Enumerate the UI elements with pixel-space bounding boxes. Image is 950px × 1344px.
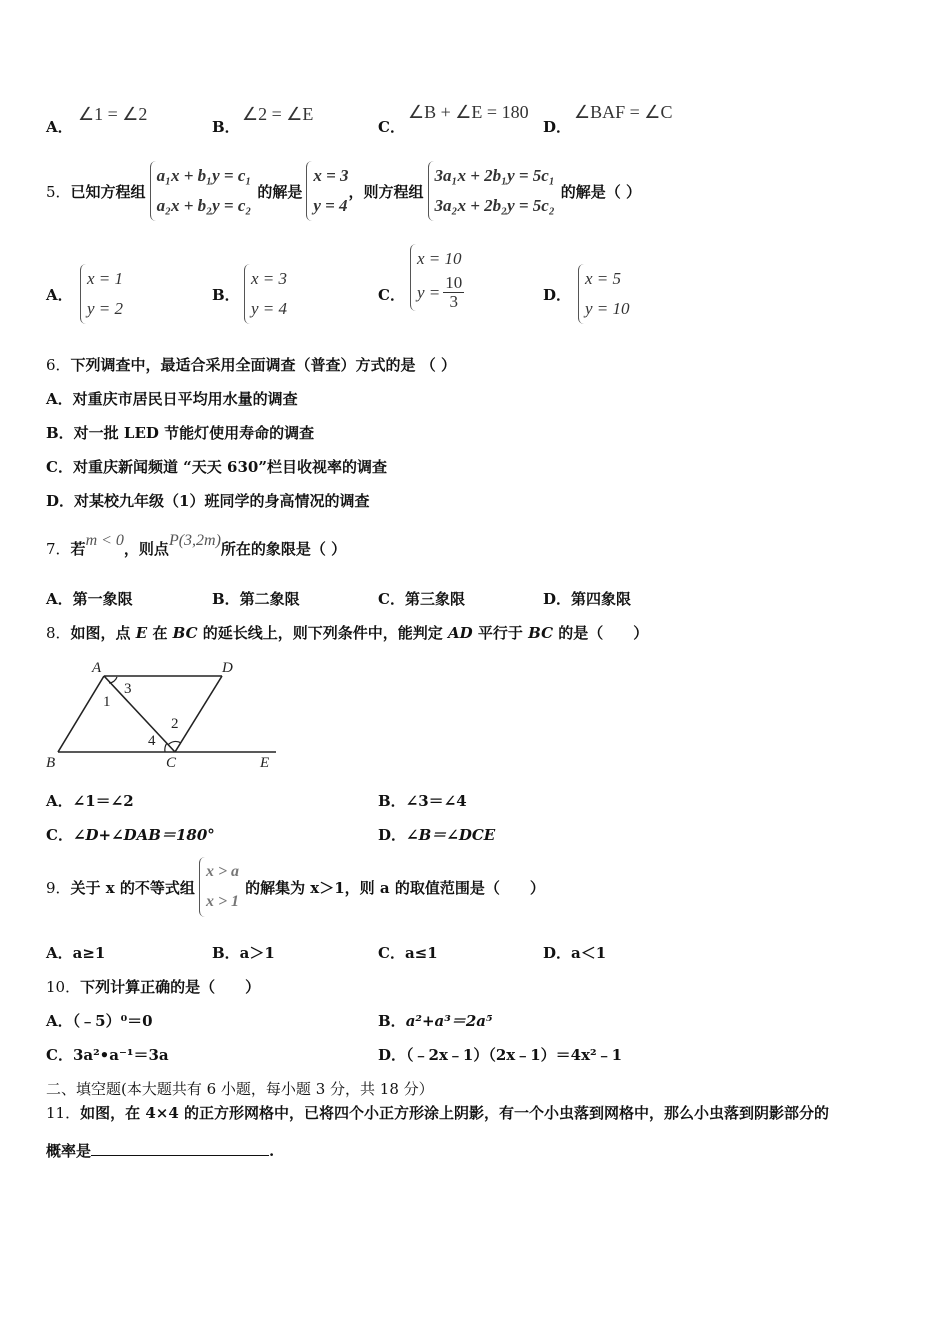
q9-option-c: C．a≤1: [378, 944, 438, 962]
q5-option-b-label: B．: [212, 286, 240, 304]
q8-angle-4: 4: [148, 733, 156, 749]
q4-option-c-text: ∠B + ∠E = 180: [408, 102, 529, 122]
q6-number: 6．: [46, 356, 71, 374]
q5-text-1: 已知方程组: [70, 182, 146, 201]
q5-option-c-fraction: [443, 274, 464, 311]
q8-figure: [40, 656, 285, 774]
q5-sys2-eq1: 3a₁x + 2b₁y = 5c₁: [434, 166, 555, 185]
q8-segment-bc: BC: [172, 624, 198, 642]
q8-option-c: [46, 824, 215, 845]
q11-line-1: [46, 1102, 829, 1123]
q11-line-2: [46, 1140, 274, 1161]
q9-sys-eq1: x > a: [205, 863, 240, 880]
q8-option-d-text: ∠B＝∠DCE: [406, 826, 496, 844]
q5-system-1: [150, 161, 252, 221]
q6-stem: [46, 354, 456, 375]
q7-number: 7．: [46, 540, 71, 558]
q6-option-d: D．对某校九年级（1）班同学的身高情况的调查: [46, 492, 370, 510]
q7-option-b: B．第二象限: [212, 590, 300, 608]
q8-option-c-label: C．: [46, 826, 73, 844]
q8-segment-ad: AD: [448, 624, 473, 642]
q11-number: 11．: [46, 1104, 81, 1122]
q10-option-c-label: C．: [46, 1046, 73, 1064]
q9-option-b: B．a＞1: [212, 944, 275, 962]
q9-option-d: D．a＜1: [543, 944, 607, 962]
q5-option-a-system: [80, 264, 123, 324]
q7-text-1: 若: [70, 540, 86, 558]
q9-sys-eq2: x > 1: [205, 893, 240, 910]
q6-option-a: A．对重庆市居民日平均用水量的调查: [46, 390, 298, 408]
q5-number: 5．: [46, 182, 71, 201]
q8-label-d: D: [222, 660, 233, 676]
q8-label-b: B: [46, 755, 56, 771]
q8-option-d: [378, 824, 495, 845]
q11-text-2: 概率是: [46, 1142, 92, 1160]
q9-text-1: 关于 x 的不等式组: [70, 878, 195, 897]
q5-text-3: ，则方程组: [348, 182, 424, 201]
q5-solution: [306, 161, 348, 221]
q11-end: .: [269, 1142, 275, 1160]
q5-option-c-x: x = 10: [417, 249, 462, 268]
q4-option-b-label: B．: [212, 118, 240, 136]
q5-option-b-y: y = 4: [251, 299, 288, 318]
q8-text-c: 的延长线上，则下列条件中，能判定: [197, 624, 449, 642]
q8-line-dc: [175, 676, 222, 752]
q10-stem: [46, 976, 260, 997]
q8-option-c-text: ∠D+∠DAB＝180°: [72, 826, 215, 844]
q4-option-d-label: D．: [543, 118, 572, 136]
q8-line-ac: [104, 676, 175, 752]
q5-option-c-denominator: 3: [449, 292, 459, 311]
q5-option-c-y-lhs: y =: [417, 282, 441, 302]
q8-option-d-label: D．: [378, 826, 407, 844]
q5-option-c-label: C．: [378, 286, 405, 304]
q8-label-c: C: [166, 755, 177, 771]
q6-option-c: C．对重庆新闻频道 “天天 630”栏目收视率的调查: [46, 458, 387, 476]
q8-line-ab: [58, 676, 104, 752]
q5-option-d-y: y = 10: [585, 299, 630, 318]
q5-option-a-label: A．: [46, 286, 73, 304]
q5-sol-x: x = 3: [313, 166, 349, 185]
q8-option-a: A．∠1＝∠2: [46, 792, 134, 810]
q7-condition: m < 0: [85, 532, 124, 549]
q7-option-d: D．第四象限: [543, 590, 632, 608]
q5-option-c-system: [410, 244, 464, 311]
q8-point-e: E: [135, 624, 148, 642]
q5-option-d-x: x = 5: [585, 269, 622, 288]
q5-option-d-system: [578, 264, 630, 324]
q8-text-b: 在: [147, 624, 173, 642]
q8-segment-bc-2: BC: [528, 624, 554, 642]
q10-option-d-label: D．: [378, 1046, 407, 1064]
q4-option-a-label: A．: [46, 118, 73, 136]
q8-text-e: 的是（ ）: [553, 624, 649, 642]
q10-option-a: A．（﹣5）⁰＝0: [46, 1012, 153, 1030]
q5-sys1-eq1: a₁x + b₁y = c₁: [156, 166, 252, 185]
q9-system: [199, 857, 239, 917]
q8-angle-1: 1: [103, 694, 111, 710]
q10-option-c: [46, 1044, 169, 1065]
q7-stem: [46, 532, 346, 559]
q5-text-2: 的解是: [257, 182, 303, 201]
q5-sys2-eq2: 3a₂x + 2b₂y = 5c₂: [434, 196, 555, 215]
q9-stem: [46, 856, 545, 918]
q10-option-d-text: （﹣2x﹣1）（2x﹣1）＝4x²﹣1: [406, 1046, 623, 1064]
q7-option-a: A．第一象限: [46, 590, 133, 608]
q6-option-b: B．对一批 LED 节能灯使用寿命的调查: [46, 424, 315, 442]
q5-option-b-system: [244, 264, 287, 324]
q7-point: P(3,2m): [168, 532, 221, 549]
q10-number: 10．: [46, 978, 81, 996]
q4-option-b-text: ∠2 = ∠E: [242, 104, 314, 124]
q7-text-2: ，则点: [123, 540, 169, 558]
q8-option-b: B．∠3＝∠4: [378, 792, 467, 810]
q6-text: 下列调查中，最适合采用全面调查（普查）方式的是 （ ）: [70, 356, 456, 374]
q8-stem: [46, 622, 648, 643]
q11-answer-blank[interactable]: [91, 1155, 269, 1156]
q5-option-a-y: y = 2: [87, 299, 124, 318]
q8-angle-2: 2: [171, 716, 179, 732]
q10-option-b-text: a²+a³＝2a⁵: [405, 1012, 493, 1030]
q8-angle-3: 3: [124, 681, 132, 697]
q5-text-4: 的解是（ ）: [560, 182, 642, 201]
q8-text-a: 如图，点: [70, 624, 136, 642]
q4-option-d-text: ∠BAF = ∠C: [574, 102, 673, 122]
q9-text-2: 的解集为 x＞1，则 a 的取值范围是（ ）: [245, 878, 545, 897]
q9-option-a: A．a≥1: [46, 944, 106, 962]
q5-sys1-eq2: a₂x + b₂y = c₂: [156, 196, 252, 215]
q8-label-e: E: [260, 755, 270, 771]
q11-text-1: 如图，在 4×4 的正方形网格中，已将四个小正方形涂上阴影，有一个小虫落到网格中，那么小虫落到阴影部分的: [80, 1104, 829, 1122]
section-2-heading: 二、填空题(本大题共有 6 小题，每小题 3 分，共 18 分）: [46, 1080, 434, 1098]
q10-option-b: [378, 1010, 493, 1031]
q5-stem: [46, 160, 641, 222]
q8-text-d: 平行于: [472, 624, 529, 642]
q10-text: 下列计算正确的是（ ）: [80, 978, 261, 996]
q5-option-c-numerator: 10: [445, 273, 463, 292]
q8-number: 8．: [46, 624, 71, 642]
q4-option-c-label: C．: [378, 118, 405, 136]
q7-option-c: C．第三象限: [378, 590, 465, 608]
q8-angle-arc-4: [165, 743, 167, 752]
q5-system-2: [428, 161, 555, 221]
q8-label-a: A: [92, 660, 102, 676]
q4-option-a-text: ∠1 = ∠2: [78, 104, 148, 124]
q10-option-d: [378, 1044, 622, 1065]
q5-sol-y: y = 4: [313, 196, 348, 215]
q5-option-c-y: [417, 274, 464, 311]
q10-option-b-label: B．: [378, 1012, 406, 1030]
q5-option-b-x: x = 3: [251, 269, 288, 288]
q9-number: 9．: [46, 878, 71, 897]
q5-option-a-x: x = 1: [87, 269, 124, 288]
q5-option-d-label: D．: [543, 286, 572, 304]
q7-text-3: 所在的象限是（ ）: [220, 540, 347, 558]
q10-option-c-text: 3a²•a⁻¹＝3a: [72, 1046, 169, 1064]
